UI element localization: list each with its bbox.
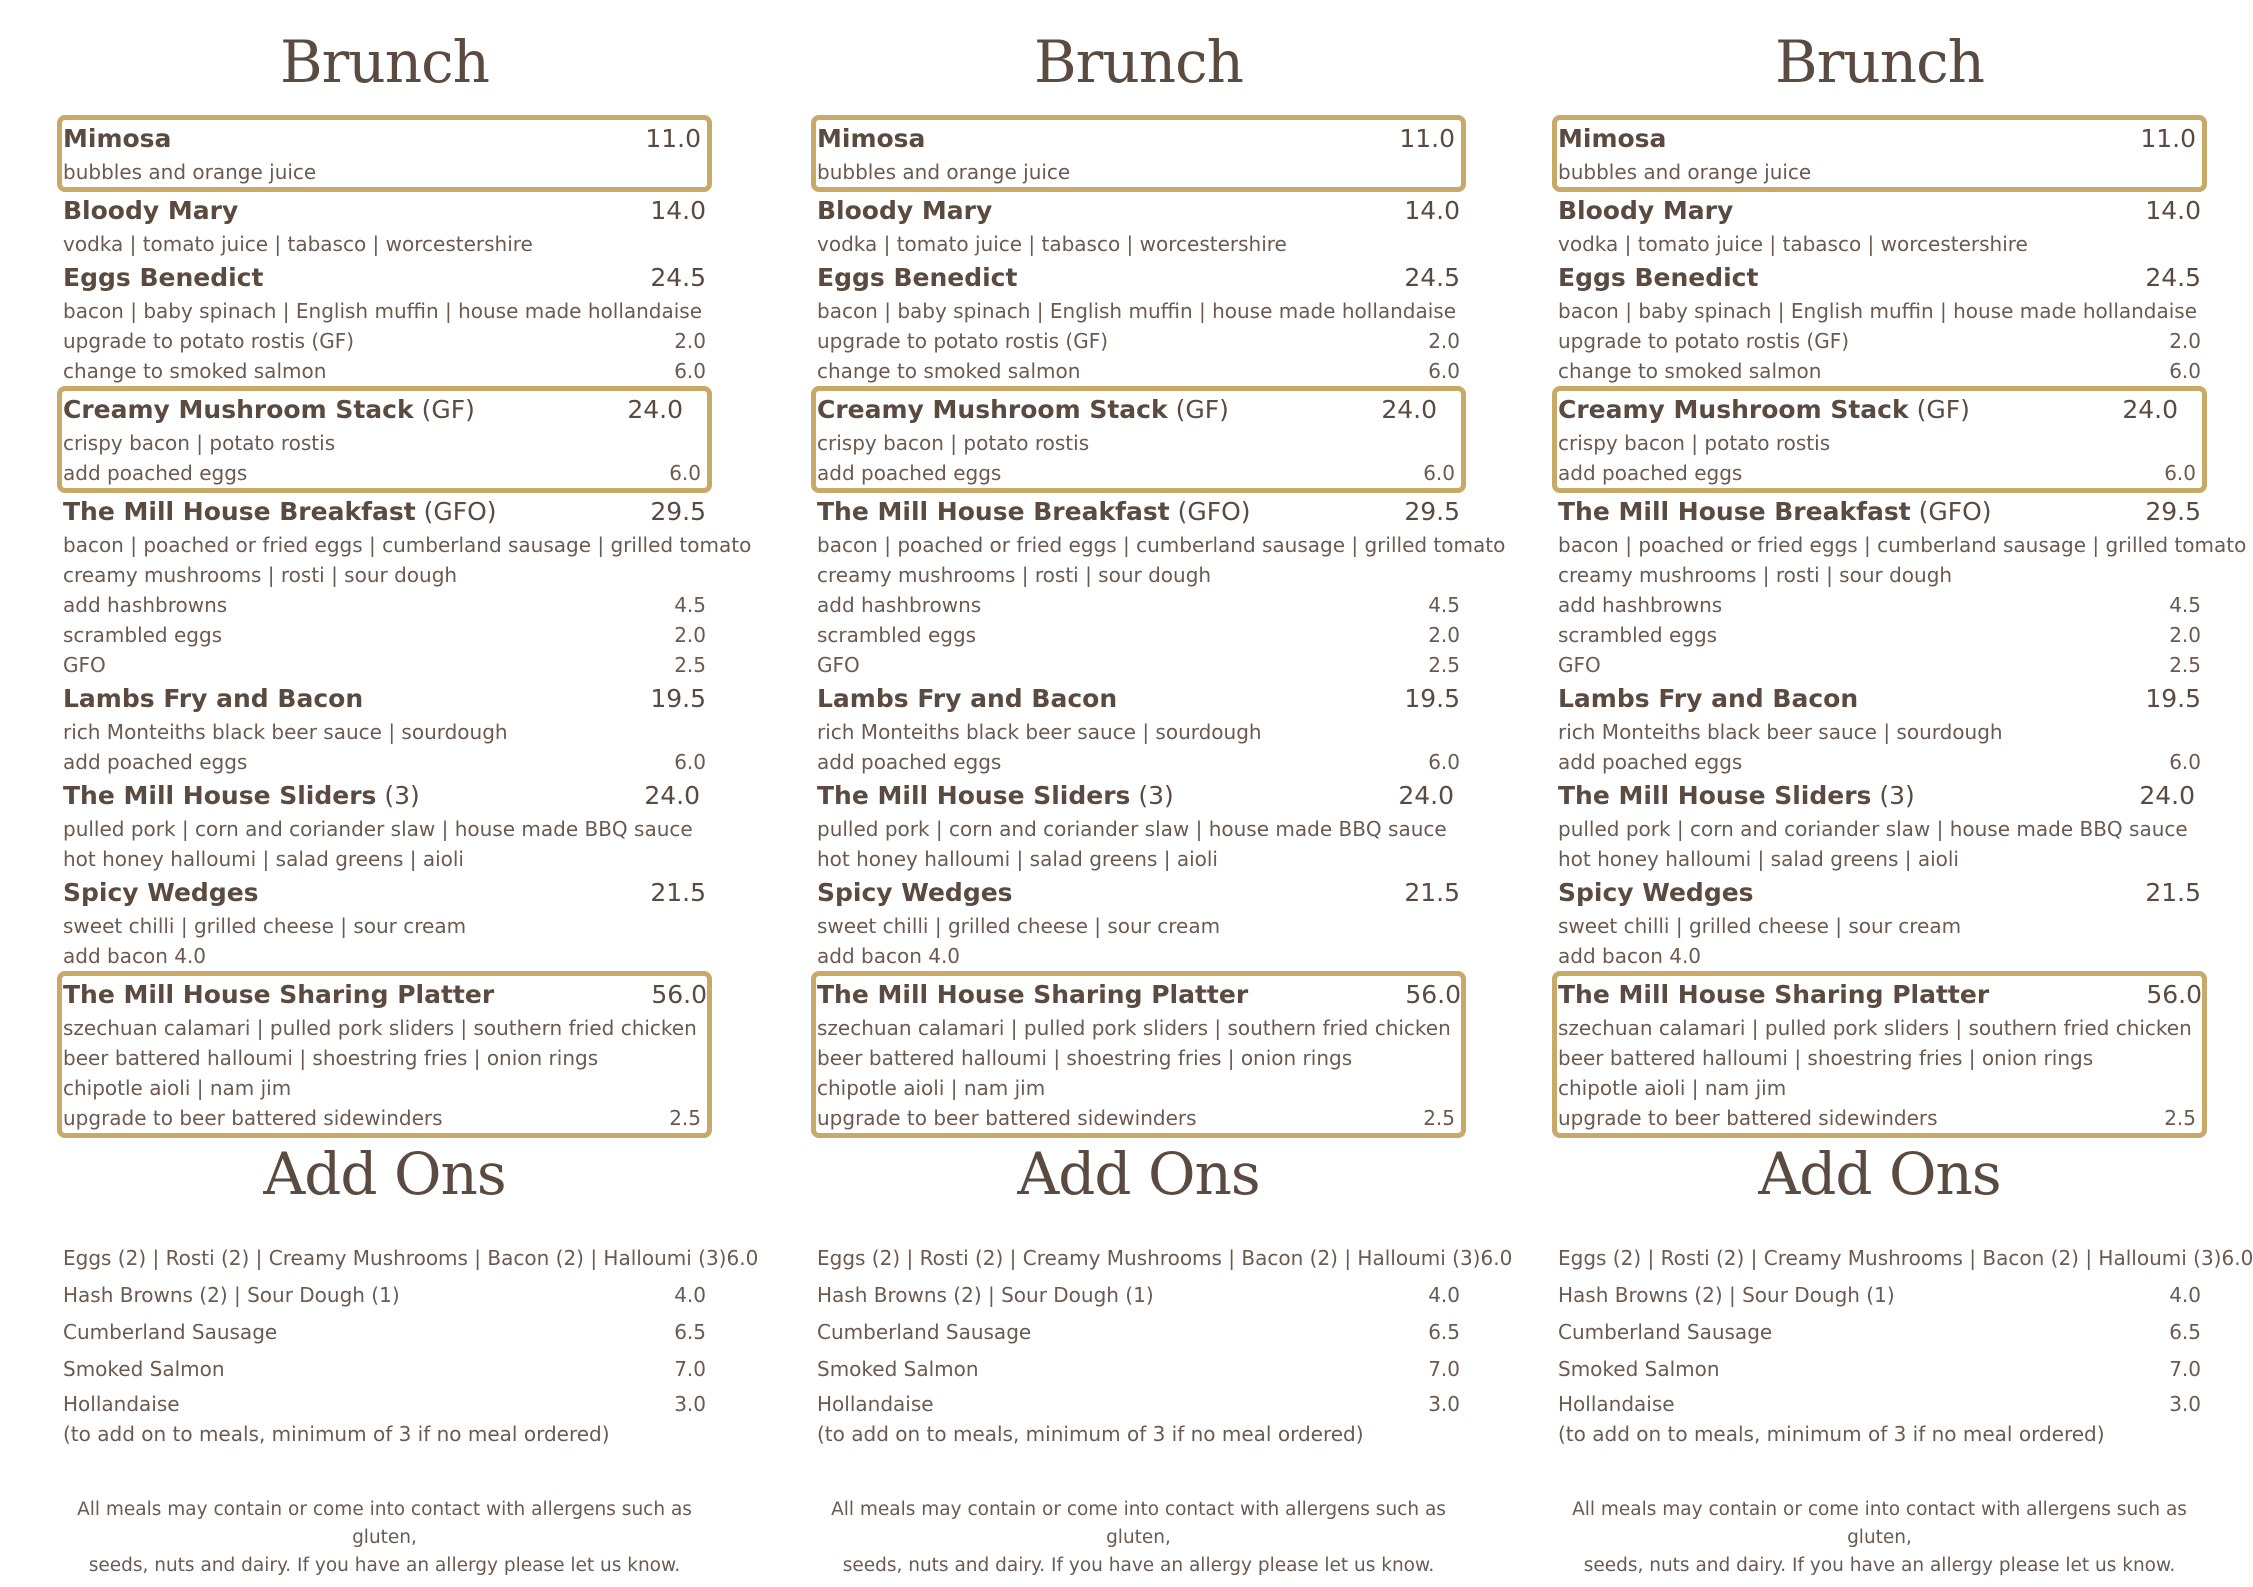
menu-panel-2 <box>811 0 1513 1587</box>
menu-item-sharing-platter <box>1552 971 2207 1138</box>
item-name: Bloody Mary <box>817 196 993 225</box>
item-price: 24.0 <box>2122 395 2178 424</box>
item-price: 11.0 <box>2140 124 2196 153</box>
item-option: GFO 2.5 <box>817 653 1460 677</box>
addon-row: Hollandaise 3.0 <box>1558 1392 2201 1416</box>
menu-items <box>811 115 1506 1138</box>
item-name: Mimosa <box>63 124 172 153</box>
menu-item-creamy-mushroom-stack <box>811 386 1466 493</box>
item-price: 24.0 <box>1381 395 1437 424</box>
item-price: 56.0 <box>1405 980 1461 1009</box>
item-price: 29.5 <box>650 497 706 526</box>
item-description: rich Monteiths black beer sauce | sourdough <box>1558 720 2003 744</box>
item-price: 56.0 <box>2146 980 2202 1009</box>
item-description: szechuan calamari | pulled pork sliders | southern fried chicken <box>817 1016 1451 1040</box>
item-price: 56.0 <box>651 980 707 1009</box>
item-description: beer battered halloumi | shoestring fries | onion rings <box>1558 1046 2094 1070</box>
item-name: The Mill House Sliders (3) <box>817 781 1174 810</box>
addon-row: Smoked Salmon 7.0 <box>1558 1357 2201 1381</box>
item-name: Lambs Fry and Bacon <box>817 684 1118 713</box>
menu-item-sharing-platter <box>811 971 1466 1138</box>
addon-row: Eggs (2) | Rosti (2) | Creamy Mushrooms | Bacon (2) | Halloumi (3) 6.0 <box>1558 1246 2253 1270</box>
item-price: 19.5 <box>1404 684 1460 713</box>
allergen-notice: All meals may contain or come into contact with allergens such as gluten, seeds, nuts and dairy. If you have an allergy please let us know. <box>1572 1499 2187 1576</box>
item-description: pulled pork | corn and coriander slaw | house made BBQ sauce <box>1558 817 2188 841</box>
item-description: hot honey halloumi | salad greens | aioli <box>817 847 1218 871</box>
menu-panel-3 <box>1552 0 2253 1587</box>
menu-panel-1 <box>57 0 759 1587</box>
item-option: upgrade to potato rostis (GF) 2.0 <box>63 329 706 353</box>
item-price: 29.5 <box>2145 497 2201 526</box>
menu-item-mill-house-sliders <box>811 777 1466 874</box>
item-name: The Mill House Sharing Platter <box>1558 980 1990 1009</box>
item-description: bacon | baby spinach | English muffin | house made hollandaise <box>817 299 1457 323</box>
menu-item-bloody-mary <box>1552 192 2207 259</box>
item-option: GFO 2.5 <box>63 653 706 677</box>
item-name: Creamy Mushroom Stack (GF) <box>63 395 475 424</box>
menu-item-mill-house-sliders <box>1552 777 2207 874</box>
item-description: hot honey halloumi | salad greens | aioli <box>1558 847 1959 871</box>
item-option: GFO 2.5 <box>1558 653 2201 677</box>
addons-note: (to add on to meals, minimum of 3 if no meal ordered) <box>1558 1422 2105 1446</box>
item-description: vodka | tomato juice | tabasco | worcestershire <box>63 232 533 256</box>
item-name: Lambs Fry and Bacon <box>1558 684 1859 713</box>
item-price: 24.0 <box>2139 781 2195 810</box>
item-price: 24.5 <box>1404 263 1460 292</box>
item-price: 19.5 <box>2145 684 2201 713</box>
item-name: Creamy Mushroom Stack (GF) <box>817 395 1229 424</box>
addon-row: Cumberland Sausage 6.5 <box>1558 1320 2201 1344</box>
item-name: Eggs Benedict <box>817 263 1018 292</box>
addon-row: Hollandaise 3.0 <box>817 1392 1460 1416</box>
item-option: add hashbrowns 4.5 <box>1558 593 2201 617</box>
item-description: creamy mushrooms | rosti | sour dough <box>817 563 1212 587</box>
item-name: Mimosa <box>817 124 926 153</box>
item-name: Eggs Benedict <box>1558 263 1759 292</box>
item-description: beer battered halloumi | shoestring fries | onion rings <box>817 1046 1353 1070</box>
item-price: 24.0 <box>644 781 700 810</box>
menu-item-lambs-fry <box>57 680 712 777</box>
item-description: chipotle aioli | nam jim <box>63 1076 292 1100</box>
addons-note: (to add on to meals, minimum of 3 if no meal ordered) <box>817 1422 1364 1446</box>
menu-item-lambs-fry <box>1552 680 2207 777</box>
menu-item-mimosa <box>1552 115 2207 192</box>
item-description: beer battered halloumi | shoestring fries | onion rings <box>63 1046 599 1070</box>
menu-item-mill-house-breakfast <box>811 493 1506 680</box>
menu-items <box>57 115 752 1138</box>
item-option: upgrade to beer battered sidewinders 2.5 <box>1558 1106 2196 1130</box>
item-option: add poached eggs 6.0 <box>1558 750 2201 774</box>
item-description: hot honey halloumi | salad greens | aioli <box>63 847 464 871</box>
item-description: bacon | poached or fried eggs | cumberland sausage | grilled tomato <box>1558 533 2247 557</box>
addons-list <box>1558 1240 2253 1448</box>
addons-list <box>63 1240 759 1448</box>
item-name: The Mill House Sliders (3) <box>1558 781 1915 810</box>
addon-row: Smoked Salmon 7.0 <box>63 1357 706 1381</box>
menu-items <box>1552 115 2247 1138</box>
allergen-notice: All meals may contain or come into contact with allergens such as gluten, seeds, nuts and dairy. If you have an allergy please let us know. <box>77 1499 692 1576</box>
item-option: upgrade to potato rostis (GF) 2.0 <box>1558 329 2201 353</box>
menu-item-sharing-platter <box>57 971 712 1138</box>
item-description: crispy bacon | potato rostis <box>63 431 336 455</box>
item-description: sweet chilli | grilled cheese | sour cream <box>817 914 1221 938</box>
item-name: Mimosa <box>1558 124 1667 153</box>
item-description: creamy mushrooms | rosti | sour dough <box>1558 563 1953 587</box>
addons-note: (to add on to meals, minimum of 3 if no meal ordered) <box>63 1422 610 1446</box>
item-description: chipotle aioli | nam jim <box>1558 1076 1787 1100</box>
item-description: rich Monteiths black beer sauce | sourdough <box>817 720 1262 744</box>
item-price: 24.5 <box>2145 263 2201 292</box>
item-name: Spicy Wedges <box>1558 878 1754 907</box>
addon-row: Hash Browns (2) | Sour Dough (1) 4.0 <box>817 1283 1460 1307</box>
item-description: vodka | tomato juice | tabasco | worcestershire <box>817 232 1287 256</box>
item-description: bubbles and orange juice <box>1558 160 1812 184</box>
menu-item-creamy-mushroom-stack <box>1552 386 2207 493</box>
addon-row: Eggs (2) | Rosti (2) | Creamy Mushrooms | Bacon (2) | Halloumi (3) 6.0 <box>63 1246 759 1270</box>
item-price: 14.0 <box>2145 196 2201 225</box>
item-name: The Mill House Sharing Platter <box>63 980 495 1009</box>
item-description: sweet chilli | grilled cheese | sour cream <box>1558 914 1962 938</box>
item-description: bacon | baby spinach | English muffin | house made hollandaise <box>1558 299 2198 323</box>
item-price: 19.5 <box>650 684 706 713</box>
menu-item-creamy-mushroom-stack <box>57 386 712 493</box>
menu-item-spicy-wedges <box>1552 874 2207 971</box>
item-option: add hashbrowns 4.5 <box>63 593 706 617</box>
item-name: Creamy Mushroom Stack (GF) <box>1558 395 1970 424</box>
menu-item-bloody-mary <box>57 192 712 259</box>
item-price: 11.0 <box>1399 124 1455 153</box>
item-price: 21.5 <box>650 878 706 907</box>
item-description: crispy bacon | potato rostis <box>817 431 1090 455</box>
allergen-notice: All meals may contain or come into contact with allergens such as gluten, seeds, nuts and dairy. If you have an allergy please let us know. <box>831 1499 1446 1576</box>
item-description: bacon | poached or fried eggs | cumberland sausage | grilled tomato <box>817 533 1506 557</box>
menu-item-eggs-benedict <box>811 259 1466 386</box>
item-price: 24.5 <box>650 263 706 292</box>
addon-row: Smoked Salmon 7.0 <box>817 1357 1460 1381</box>
item-name: Eggs Benedict <box>63 263 264 292</box>
item-option: add poached eggs 6.0 <box>817 461 1455 485</box>
item-option: scrambled eggs 2.0 <box>817 623 1460 647</box>
item-option: add poached eggs 6.0 <box>63 750 706 774</box>
item-name: The Mill House Breakfast (GFO) <box>817 497 1251 526</box>
menu-item-bloody-mary <box>811 192 1466 259</box>
menu-item-mill-house-breakfast <box>1552 493 2247 680</box>
item-option: add hashbrowns 4.5 <box>817 593 1460 617</box>
item-option: change to smoked salmon 6.0 <box>63 359 706 383</box>
item-name: Spicy Wedges <box>63 878 259 907</box>
addon-row: Hash Browns (2) | Sour Dough (1) 4.0 <box>63 1283 706 1307</box>
item-name: Spicy Wedges <box>817 878 1013 907</box>
item-price: 14.0 <box>1404 196 1460 225</box>
item-option: change to smoked salmon 6.0 <box>817 359 1460 383</box>
addon-row: Hash Browns (2) | Sour Dough (1) 4.0 <box>1558 1283 2201 1307</box>
item-description: chipotle aioli | nam jim <box>817 1076 1046 1100</box>
addons-title: Add Ons <box>1758 1140 2001 1208</box>
item-description: bacon | baby spinach | English muffin | house made hollandaise <box>63 299 703 323</box>
item-description: crispy bacon | potato rostis <box>1558 431 1831 455</box>
item-name: The Mill House Breakfast (GFO) <box>63 497 497 526</box>
item-description: creamy mushrooms | rosti | sour dough <box>63 563 458 587</box>
item-description: vodka | tomato juice | tabasco | worcestershire <box>1558 232 2028 256</box>
addon-row: Eggs (2) | Rosti (2) | Creamy Mushrooms | Bacon (2) | Halloumi (3) 6.0 <box>817 1246 1513 1270</box>
addons-title: Add Ons <box>1017 1140 1260 1208</box>
menu-item-mimosa <box>811 115 1466 192</box>
item-option: add poached eggs 6.0 <box>1558 461 2196 485</box>
menu-item-spicy-wedges <box>811 874 1466 971</box>
item-description: sweet chilli | grilled cheese | sour cream <box>63 914 467 938</box>
item-option: add poached eggs 6.0 <box>817 750 1460 774</box>
item-price: 11.0 <box>645 124 701 153</box>
item-description: add bacon 4.0 <box>817 944 961 968</box>
brunch-title: Brunch <box>1775 28 1984 96</box>
item-description: pulled pork | corn and coriander slaw | house made BBQ sauce <box>817 817 1447 841</box>
item-price: 21.5 <box>2145 878 2201 907</box>
item-description: bubbles and orange juice <box>63 160 317 184</box>
item-name: Bloody Mary <box>1558 196 1734 225</box>
menu-item-spicy-wedges <box>57 874 712 971</box>
item-description: szechuan calamari | pulled pork sliders | southern fried chicken <box>1558 1016 2192 1040</box>
menu-item-mimosa <box>57 115 712 192</box>
item-price: 14.0 <box>650 196 706 225</box>
item-option: upgrade to beer battered sidewinders 2.5 <box>63 1106 701 1130</box>
item-description: bacon | poached or fried eggs | cumberland sausage | grilled tomato <box>63 533 752 557</box>
addon-row: Cumberland Sausage 6.5 <box>63 1320 706 1344</box>
menu-item-lambs-fry <box>811 680 1466 777</box>
addon-row: Cumberland Sausage 6.5 <box>817 1320 1460 1344</box>
item-price: 24.0 <box>627 395 683 424</box>
item-option: upgrade to potato rostis (GF) 2.0 <box>817 329 1460 353</box>
item-description: add bacon 4.0 <box>63 944 207 968</box>
item-description: add bacon 4.0 <box>1558 944 1702 968</box>
item-name: The Mill House Sharing Platter <box>817 980 1249 1009</box>
item-option: add poached eggs 6.0 <box>63 461 701 485</box>
menu-item-mill-house-sliders <box>57 777 712 874</box>
addon-row: Hollandaise 3.0 <box>63 1392 706 1416</box>
item-name: The Mill House Sliders (3) <box>63 781 420 810</box>
item-price: 24.0 <box>1398 781 1454 810</box>
item-price: 29.5 <box>1404 497 1460 526</box>
menu-item-eggs-benedict <box>57 259 712 386</box>
item-name: Lambs Fry and Bacon <box>63 684 364 713</box>
item-description: rich Monteiths black beer sauce | sourdough <box>63 720 508 744</box>
item-option: scrambled eggs 2.0 <box>1558 623 2201 647</box>
item-description: szechuan calamari | pulled pork sliders | southern fried chicken <box>63 1016 697 1040</box>
brunch-title: Brunch <box>1034 28 1243 96</box>
item-description: pulled pork | corn and coriander slaw | house made BBQ sauce <box>63 817 693 841</box>
addons-list <box>817 1240 1513 1448</box>
item-name: The Mill House Breakfast (GFO) <box>1558 497 1992 526</box>
menu-item-eggs-benedict <box>1552 259 2207 386</box>
item-option: scrambled eggs 2.0 <box>63 623 706 647</box>
item-name: Bloody Mary <box>63 196 239 225</box>
addons-title: Add Ons <box>263 1140 506 1208</box>
brunch-title: Brunch <box>280 28 489 96</box>
item-price: 21.5 <box>1404 878 1460 907</box>
item-option: change to smoked salmon 6.0 <box>1558 359 2201 383</box>
item-description: bubbles and orange juice <box>817 160 1071 184</box>
menu-item-mill-house-breakfast <box>57 493 752 680</box>
item-option: upgrade to beer battered sidewinders 2.5 <box>817 1106 1455 1130</box>
